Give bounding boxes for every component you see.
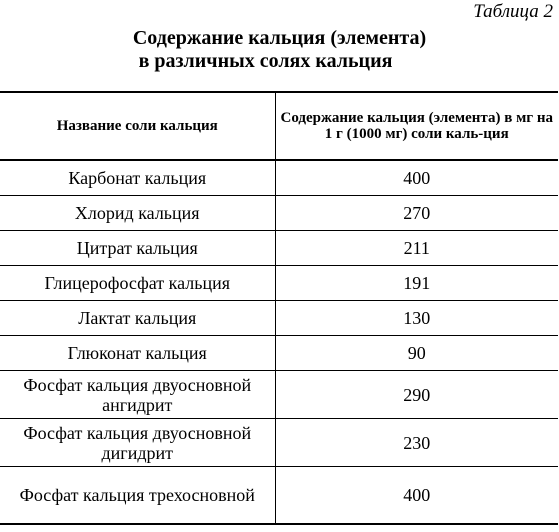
calcium-content-cell: 130 xyxy=(275,301,558,336)
calcium-content-cell: 191 xyxy=(275,266,558,301)
table-row xyxy=(0,266,558,301)
salt-name-cell: Глицерофосфат кальция xyxy=(0,266,275,301)
table-title-line-2: в различных солях кальция xyxy=(138,50,393,72)
table-row xyxy=(0,467,558,525)
calcium-content-cell: 400 xyxy=(275,160,558,196)
salt-name-cell: Лактат кальция xyxy=(0,301,275,336)
table-header-row xyxy=(0,92,558,160)
salt-name-cell: Хлорид кальция xyxy=(0,196,275,231)
column-header-calcium-content: Содержание кальция (элемента) в мг на 1 г (1000 мг) соли каль-ция xyxy=(275,92,558,160)
calcium-salts-table xyxy=(0,91,558,525)
salt-name-cell: Фосфат кальция двуосновной ангидрит xyxy=(0,371,275,419)
table-title-line-1: Содержание кальция (элемента) xyxy=(132,27,427,49)
salt-name-cell: Фосфат кальция двуосновной дигидрит xyxy=(0,419,275,467)
calcium-content-cell: 290 xyxy=(275,371,558,419)
table-title xyxy=(0,27,559,73)
salt-name-cell: Карбонат кальция xyxy=(0,160,275,196)
table-row xyxy=(0,231,558,266)
calcium-content-cell: 211 xyxy=(275,231,558,266)
table-row xyxy=(0,196,558,231)
table-row xyxy=(0,301,558,336)
calcium-content-cell: 400 xyxy=(275,467,558,525)
calcium-content-cell: 90 xyxy=(275,336,558,371)
calcium-content-cell: 230 xyxy=(275,419,558,467)
table-row xyxy=(0,419,558,467)
table-row xyxy=(0,160,558,196)
salt-name-cell: Цитрат кальция xyxy=(0,231,275,266)
salt-name-cell: Глюконат кальция xyxy=(0,336,275,371)
table-number-label: Таблица 2 xyxy=(473,1,553,22)
column-header-salt-name: Название соли кальция xyxy=(0,92,275,160)
salt-name-cell: Фосфат кальция трехосновной xyxy=(0,467,275,525)
calcium-content-cell: 270 xyxy=(275,196,558,231)
table-row xyxy=(0,336,558,371)
table-row xyxy=(0,371,558,419)
